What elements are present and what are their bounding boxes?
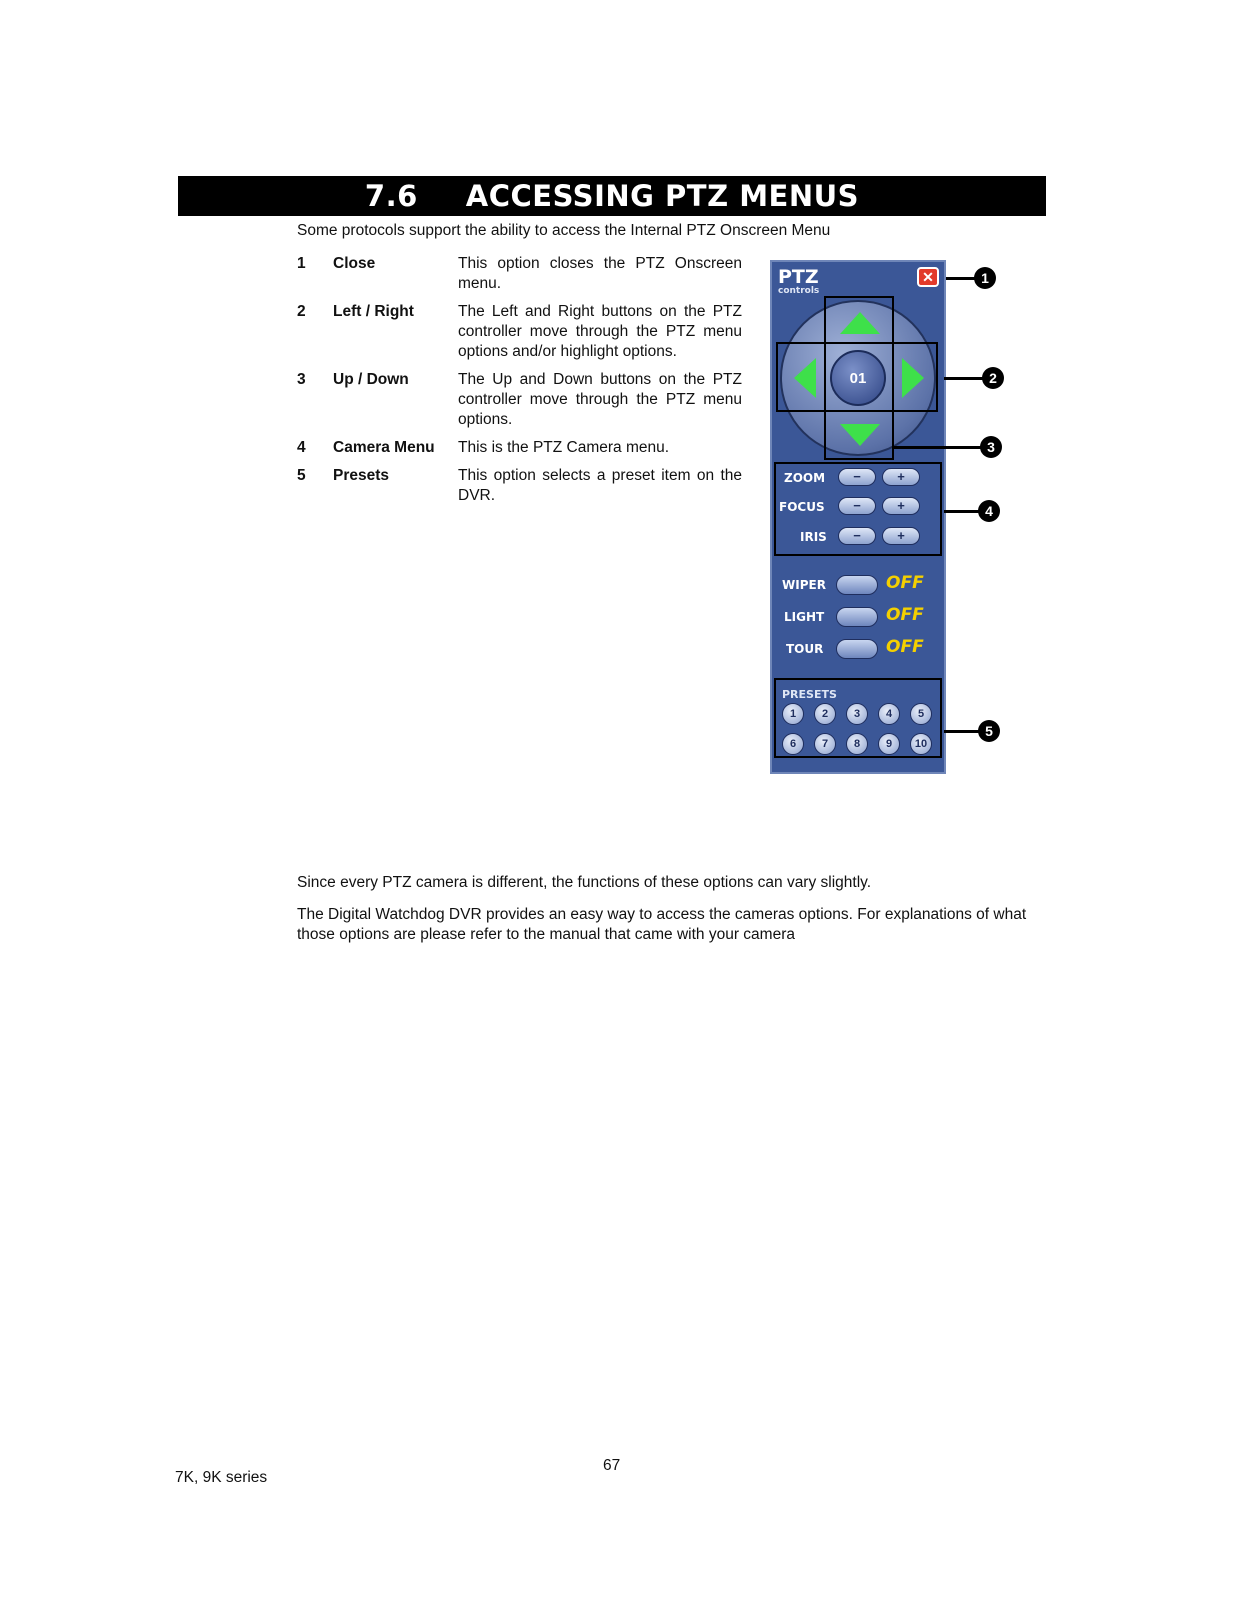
left-right-highlight-box [776,342,938,412]
callout-marker: 3 [980,436,1002,458]
preset-button[interactable]: 9 [878,733,900,755]
option-list [297,254,742,514]
iris-label: IRIS [800,530,827,544]
wiper-label: WIPER [782,578,826,592]
focus-plus-button[interactable]: + [882,497,920,515]
page-number: 67 [603,1457,621,1474]
item-number: 4 [297,439,306,456]
preset-button[interactable]: 8 [846,733,868,755]
list-item [297,254,742,294]
zoom-minus-button[interactable]: − [838,468,876,486]
item-description: The Up and Down buttons on the PTZ controller move through the PTZ menu options. [458,371,742,428]
item-number: 5 [297,467,306,484]
list-item [297,302,742,362]
close-button[interactable]: ✕ [917,267,939,287]
callout-line [944,510,980,513]
preset-button[interactable]: 7 [814,733,836,755]
callout-line [946,277,976,280]
callout-line [944,377,984,380]
ptz-controls-panel [770,260,946,774]
wiper-state: OFF [886,573,924,593]
zoom-label: ZOOM [784,471,826,485]
item-description: This option closes the PTZ Onscreen menu. [458,255,742,292]
body-paragraph: Since every PTZ camera is different, the functions of these options can vary slightly. [297,874,872,891]
callout-line [944,730,980,733]
footer-series: 7K, 9K series [175,1469,268,1486]
ptz-panel-title: PTZ [778,266,819,288]
light-toggle[interactable] [836,607,878,627]
ptz-panel-subtitle: controls [778,286,820,296]
item-number: 3 [297,371,306,388]
tour-toggle[interactable] [836,639,878,659]
intro-text: Some protocols support the ability to access the Internal PTZ Onscreen Menu [297,222,831,239]
preset-button[interactable]: 4 [878,703,900,725]
item-description: This option selects a preset item on the DVR. [458,467,742,504]
callout-marker: 2 [982,367,1004,389]
wiper-toggle[interactable] [836,575,878,595]
item-number: 2 [297,303,306,320]
iris-minus-button[interactable]: − [838,527,876,545]
preset-button[interactable]: 3 [846,703,868,725]
focus-minus-button[interactable]: − [838,497,876,515]
item-title: Camera Menu [333,439,435,456]
zoom-plus-button[interactable]: + [882,468,920,486]
item-description: This is the PTZ Camera menu. [458,439,670,456]
callout-marker: 1 [974,267,996,289]
section-title: ACCESSING PTZ MENUS [465,179,860,213]
preset-button[interactable]: 2 [814,703,836,725]
callout-marker: 5 [978,720,1000,742]
list-item [297,466,742,506]
iris-plus-button[interactable]: + [882,527,920,545]
presets-label: PRESETS [782,688,837,701]
preset-button[interactable]: 1 [782,703,804,725]
item-title: Close [333,255,376,272]
list-item [297,438,742,458]
focus-label: FOCUS [779,500,825,514]
preset-button[interactable]: 5 [910,703,932,725]
body-paragraph: The Digital Watchdog DVR provides an easy way to access the cameras options. For explanations of what those options are please refer to the manual that came with your camera [297,906,1027,943]
preset-button[interactable]: 6 [782,733,804,755]
item-number: 1 [297,255,306,272]
tour-label: TOUR [786,642,824,656]
item-title: Left / Right [333,303,414,320]
item-title: Presets [333,467,390,484]
camera-number-button[interactable]: 01 [830,350,886,406]
item-title: Up / Down [333,371,409,388]
tour-state: OFF [886,637,924,657]
light-label: LIGHT [784,610,825,624]
item-description: The Left and Right buttons on the PTZ controller move through the PTZ menu options and/or highlight options. [458,303,742,360]
list-item [297,370,742,430]
callout-line [894,446,982,449]
section-number: 7.6 [364,179,418,213]
preset-button[interactable]: 10 [910,733,932,755]
light-state: OFF [886,605,924,625]
section-header [178,176,1046,216]
callout-marker: 4 [978,500,1000,522]
